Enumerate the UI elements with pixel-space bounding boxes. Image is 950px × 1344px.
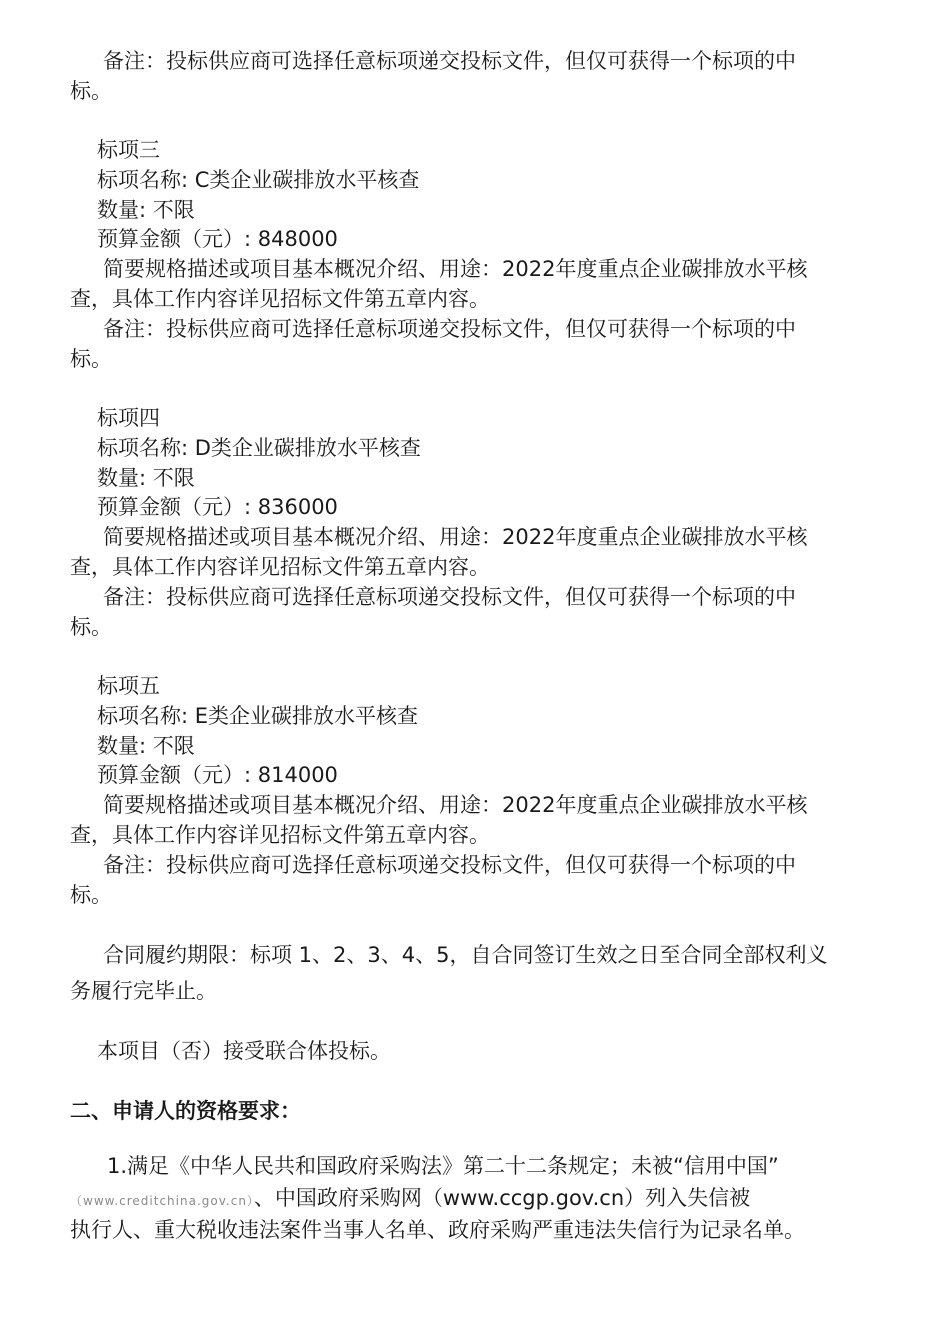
lot-3-note-end: 标。 — [70, 347, 112, 371]
note-line: 备注：投标供应商可选择任意标项递交投标文件，但仅可获得一个标项的中 — [103, 49, 796, 73]
lot-4-budget: 预算金额（元）: 836000 — [97, 495, 338, 519]
lot-3-description: 简要规格描述或项目基本概况介绍、用途：2022年度重点企业碳排放水平核 — [103, 257, 808, 281]
lot-3-budget: 预算金额（元）: 848000 — [97, 227, 338, 251]
lot-4-description: 简要规格描述或项目基本概况介绍、用途：2022年度重点企业碳排放水平核 — [103, 525, 808, 549]
qualification-1-line-2 — [70, 1183, 750, 1216]
lot-5-note-end: 标。 — [70, 883, 112, 907]
lot-5-note: 备注：投标供应商可选择任意标项递交投标文件，但仅可获得一个标项的中 — [103, 853, 796, 877]
lot-4-description-end: 查，具体工作内容详见招标文件第五章内容。 — [70, 555, 490, 579]
lot-4-heading: 标项四 — [97, 406, 160, 430]
lot-5-description: 简要规格描述或项目基本概况介绍、用途：2022年度重点企业碳排放水平核 — [103, 793, 808, 817]
lot-5-description-end: 查，具体工作内容详见招标文件第五章内容。 — [70, 823, 490, 847]
lot-3-note: 备注：投标供应商可选择任意标项递交投标文件，但仅可获得一个标项的中 — [103, 317, 796, 341]
lot-3-name: 标项名称: C类企业碳排放水平核查 — [97, 168, 420, 192]
lot-3-heading: 标项三 — [97, 138, 160, 162]
creditchina-url: （www.creditchina.gov.cn） — [70, 1194, 254, 1208]
lot-4-quantity: 数量: 不限 — [97, 466, 195, 490]
ccgp-text: 、中国政府采购网（www.ccgp.gov.cn）列入失信被 — [253, 1186, 751, 1210]
lot-3-quantity: 数量: 不限 — [97, 198, 195, 222]
lot-4-name: 标项名称: D类企业碳排放水平核查 — [97, 436, 421, 460]
qualification-1-line-3: 执行人、重大税收违法案件当事人名单、政府采购严重违法失信行为记录名单。 — [70, 1218, 805, 1242]
lot-3-description-end: 查，具体工作内容详见招标文件第五章内容。 — [70, 287, 490, 311]
section-heading-qualifications: 二、申请人的资格要求： — [70, 1099, 301, 1123]
lot-5-quantity: 数量: 不限 — [97, 734, 195, 758]
lot-4-note-end: 标。 — [70, 615, 112, 639]
lot-5-budget: 预算金额（元）: 814000 — [97, 763, 338, 787]
note-line-end: 标。 — [70, 79, 112, 103]
contract-period-end: 务履行完毕止。 — [70, 979, 217, 1003]
lot-5-name: 标项名称: E类企业碳排放水平核查 — [97, 704, 419, 728]
contract-period: 合同履约期限：标项 1、2、3、4、5，自合同签订生效之日至合同全部权利义 — [103, 943, 828, 967]
consortium-statement: 本项目（否）接受联合体投标。 — [97, 1039, 391, 1063]
lot-5-heading: 标项五 — [97, 674, 160, 698]
lot-4-note: 备注：投标供应商可选择任意标项递交投标文件，但仅可获得一个标项的中 — [103, 585, 796, 609]
qualification-1: 1.满足《中华人民共和国政府采购法》第二十二条规定；未被“信用中国” — [107, 1154, 779, 1178]
